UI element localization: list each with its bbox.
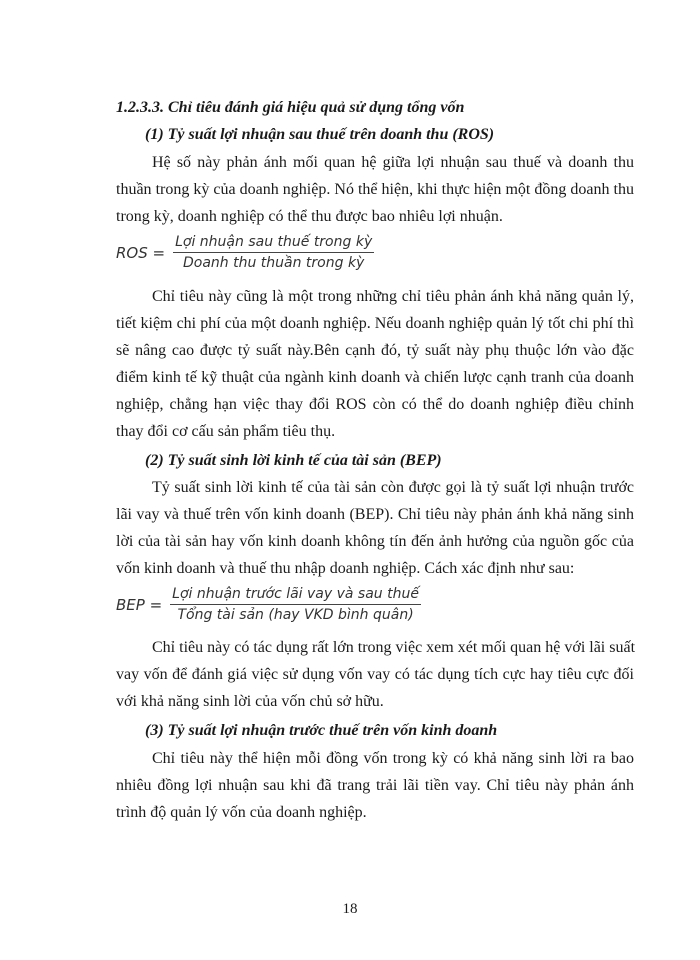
text-line: với khả năng sinh lời của vốn chủ sở hữu.	[116, 693, 384, 710]
text-line: trong kỳ, doanh nghiệp có thể thu được bao nhiêu lợi nhuận.	[116, 208, 503, 225]
formula-denominator: Tổng tài sản (hay VKD bình quân)	[177, 607, 414, 623]
text-line: lời của tài sản hay vốn kinh doanh không tín đến ảnh hưởng của nguồn gốc của	[116, 533, 634, 550]
text-line: điểm kinh tế kỹ thuật của ngành kinh doanh và chiến lược cạnh tranh của doanh	[116, 369, 634, 386]
pretax-heading: (3) Tỷ suất lợi nhuận trước thuế trên vốn kinh doanh	[145, 722, 498, 739]
text-line: Chỉ tiêu này thể hiện mỗi đồng vốn trong kỳ có khả năng sinh lời ra bao	[152, 750, 634, 767]
pretax-paragraph-1	[116, 745, 634, 826]
formula-lhs: BEP =	[116, 595, 163, 614]
text-line: Chỉ tiêu này có tác dụng rất lớn trong việc xem xét mối quan hệ với lãi suất	[152, 639, 636, 656]
formula-fraction	[173, 234, 374, 271]
text-line: sẽ nâng cao được tỷ suất này.Bên cạnh đó, tỷ suất này phụ thuộc lớn vào đặc	[116, 342, 634, 359]
bep-heading: (2) Tỷ suất sinh lời kinh tế của tài sản (BEP)	[145, 452, 442, 469]
text-line: vay vốn để đánh giá việc sử dụng vốn vay có tác dụng tích cực hay tiêu cực đối	[116, 666, 634, 683]
section-heading: 1.2.3.3. Chỉ tiêu đánh giá hiệu quả sử dụng tổng vốn	[116, 99, 465, 116]
page-number: 18	[342, 901, 358, 917]
text-line: vốn kinh doanh và thuế thu nhập doanh nghiệp. Cách xác định như sau:	[116, 560, 575, 577]
text-line: lãi vay và thuế trên vốn kinh doanh (BEP). Chỉ tiêu này phản ánh khả năng sinh	[116, 506, 634, 523]
text-line: Hệ số này phản ánh mối quan hệ giữa lợi nhuận sau thuế và doanh thu	[152, 154, 634, 171]
text-line: trình độ quản lý vốn của doanh nghiệp.	[116, 804, 367, 821]
text-line: tiết kiệm chi phí của một doanh nghiệp. Nếu doanh nghiệp quản lý tốt chi phí thì	[116, 315, 634, 332]
formula-numerator: Lợi nhuận sau thuế trong kỳ	[173, 234, 374, 253]
text-line: thay đổi cơ cấu sản phẩm tiêu thụ.	[116, 423, 336, 440]
formula-lhs: ROS =	[116, 243, 166, 262]
ros-heading: (1) Tỷ suất lợi nhuận sau thuế trên doanh thu (ROS)	[145, 126, 495, 143]
text-line: nghiệp, chẳng hạn việc thay đổi ROS còn có thể do doanh nghiệp điều chỉnh	[116, 396, 634, 413]
formula-numerator: Lợi nhuận trước lãi vay và sau thuế	[170, 586, 421, 605]
bep-paragraph-2	[116, 634, 634, 715]
ros-paragraph-1	[116, 149, 634, 230]
bep-formula	[116, 586, 421, 623]
text-line: Chỉ tiêu này cũng là một trong những chỉ tiêu phản ánh khả năng quản lý,	[152, 288, 634, 305]
text-line: nhiêu đồng lợi nhuận sau khi đã trang trải lãi tiền vay. Chỉ tiêu này phản ánh	[116, 777, 634, 794]
bep-paragraph-1	[116, 474, 634, 582]
ros-paragraph-2	[116, 283, 634, 445]
ros-formula	[116, 234, 374, 271]
text-line: thuần trong kỳ của doanh nghiệp. Nó thể hiện, khi thực hiện một đồng doanh thu	[116, 181, 634, 198]
formula-denominator: Doanh thu thuần trong kỳ	[182, 255, 365, 271]
text-line: Tỷ suất sinh lời kinh tế của tài sản còn được gọi là tỷ suất lợi nhuận trước	[152, 479, 634, 496]
formula-fraction	[170, 586, 421, 623]
